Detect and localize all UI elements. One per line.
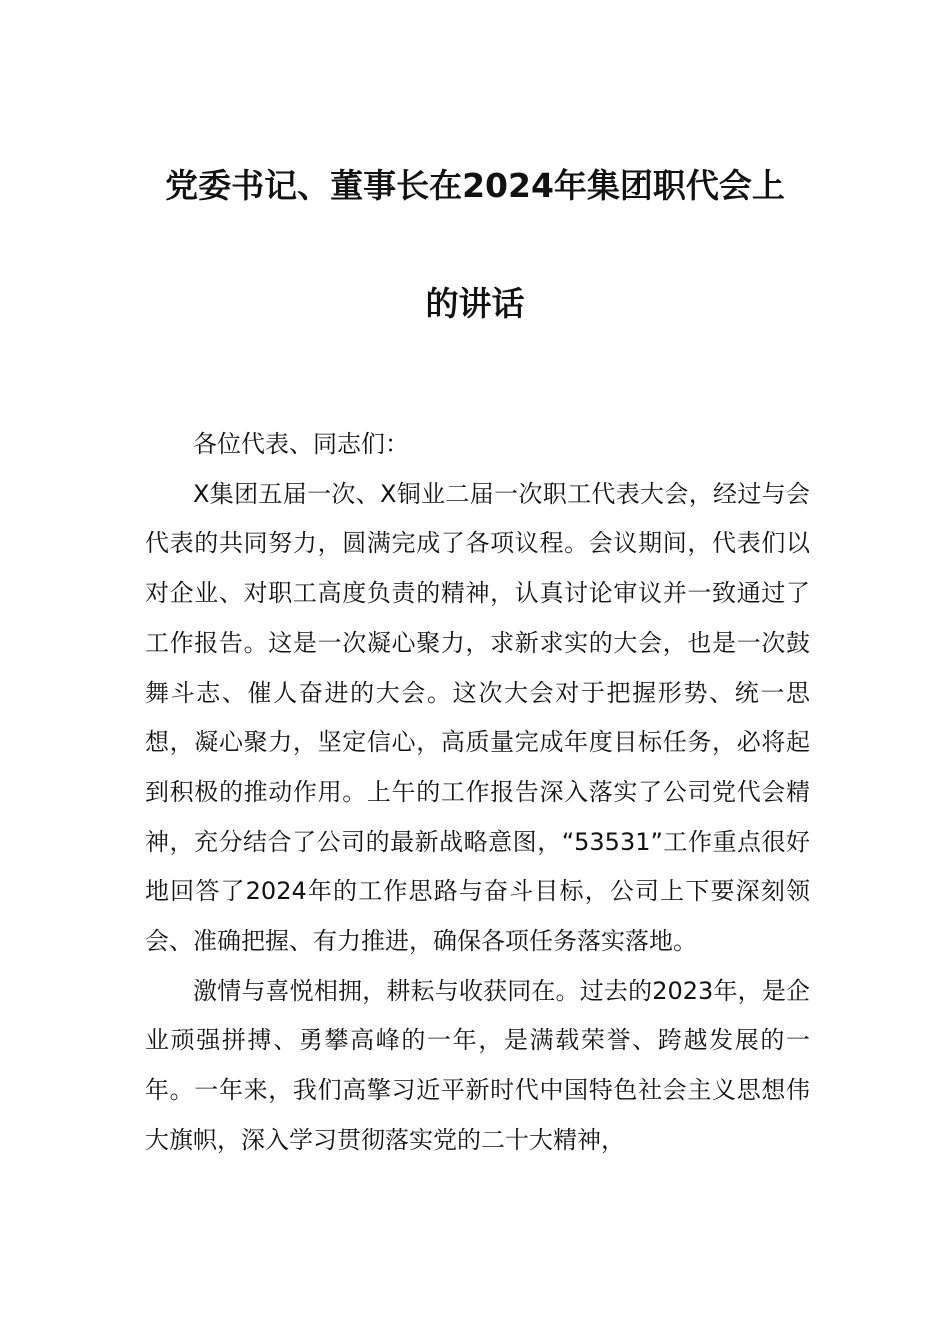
document-body [145, 420, 810, 1166]
document-title-line-1: 党委书记、董事长在2024年集团职代会上 [165, 166, 785, 205]
document-title-line-2: 的讲话 [425, 284, 525, 323]
paragraph-2: 激情与喜悦相拥，耕耘与收获同在。过去的2023年，是企业顽强拼搏、勇攀高峰的一年，是满载荣誉、跨越发展的一年。一年来，我们高擎习近平新时代中国特色社会主义思想伟大旗帜，深入学习贯彻落实党的二十大精神， [145, 976, 810, 1154]
paragraph-1: X集团五届一次、X铜业二届一次职工代表大会，经过与会代表的共同努力，圆满完成了各项议程。会议期间，代表们以对企业、对职工高度负责的精神，认真讨论审议并一致通过了工作报告。这是一次凝心聚力，求新求实的大会，也是一次鼓舞斗志、催人奋进的大会。这次大会对于把握形势、统一思想，凝心聚力，坚定信心，高质量完成年度目标任务，必将起到积极的推动作用。上午的工作报告深入落实了公司党代会精神，充分结合了公司的最新战略意图，“53531”工作重点很好地回答了2024年的工作思路与奋斗目标，公司上下要深刻领会、准确把握、有力推进，确保各项任务落实落地。 [145, 479, 810, 956]
salutation: 各位代表、同志们： [193, 430, 409, 458]
